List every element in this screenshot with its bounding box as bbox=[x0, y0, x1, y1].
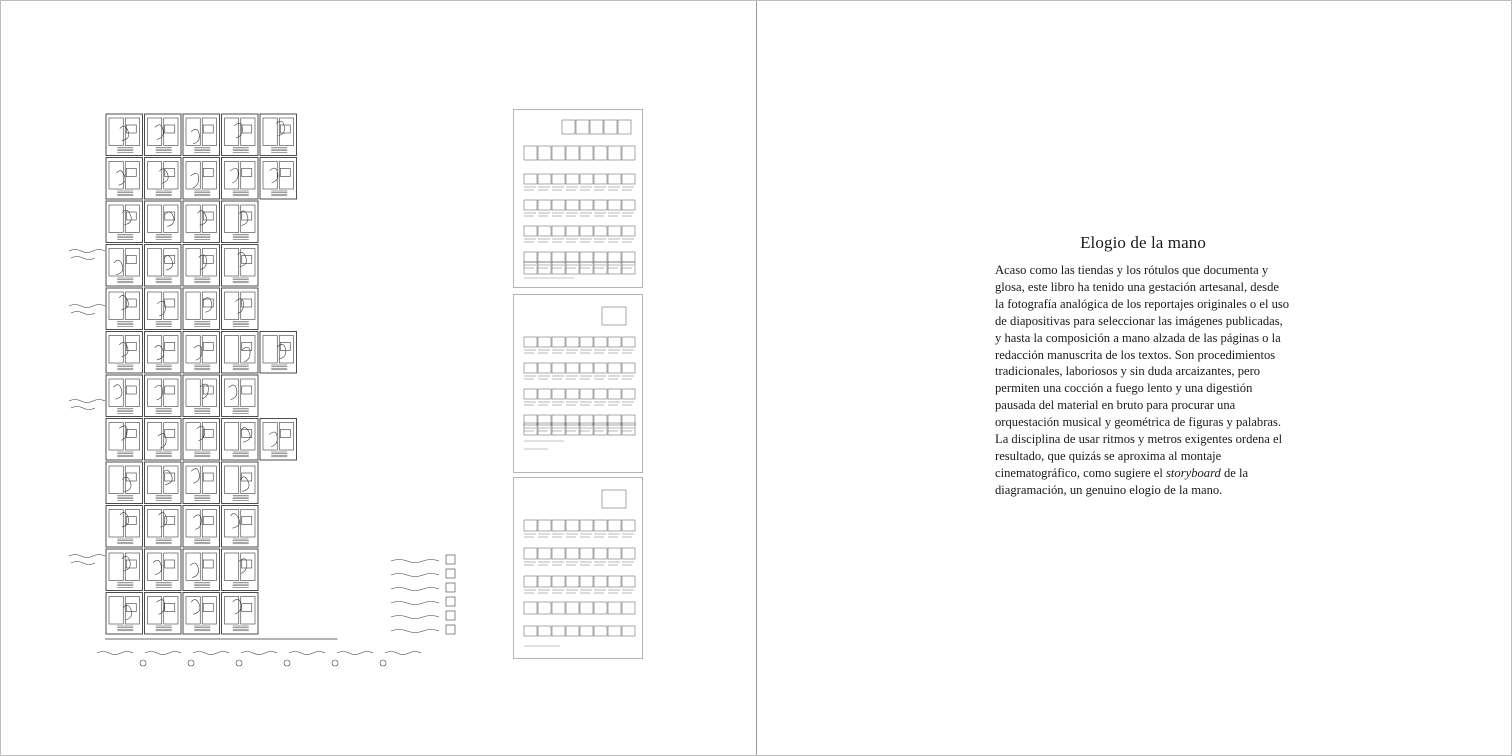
sketch-cell bbox=[183, 288, 220, 330]
margin-note-scribble bbox=[69, 305, 105, 308]
caption-scribble bbox=[289, 652, 325, 655]
caption-mark bbox=[188, 660, 194, 666]
sketch-cell bbox=[145, 332, 182, 374]
margin-note-scribble bbox=[71, 407, 95, 410]
sketch-cell bbox=[222, 114, 259, 156]
sketch-cell bbox=[183, 245, 220, 287]
page-thumbnail bbox=[513, 294, 643, 473]
sketch-cell bbox=[145, 549, 182, 591]
sketch-cell bbox=[183, 506, 220, 548]
sketch-cell bbox=[222, 201, 259, 243]
essay-title: Elogio de la mano bbox=[1080, 233, 1206, 252]
caption-scribble bbox=[97, 652, 133, 655]
legend-box bbox=[446, 555, 455, 564]
margin-note-scribble bbox=[69, 400, 105, 403]
sketch-cell bbox=[145, 158, 182, 200]
sketch-cell bbox=[183, 419, 220, 461]
sketch-cell bbox=[183, 593, 220, 635]
margin-note-scribble bbox=[71, 257, 95, 260]
margin-note-scribble bbox=[71, 312, 95, 315]
thumbnail-column bbox=[513, 109, 645, 661]
sketch-cell bbox=[222, 549, 259, 591]
legend-scribble bbox=[391, 602, 439, 605]
margin-note-scribble bbox=[69, 250, 105, 253]
sketch-cell bbox=[183, 201, 220, 243]
sketch-cell bbox=[145, 419, 182, 461]
sketch-cell bbox=[106, 375, 143, 417]
essay-body bbox=[995, 262, 1291, 499]
legend-box bbox=[446, 583, 455, 592]
sketch-cell bbox=[183, 158, 220, 200]
legend-box bbox=[446, 625, 455, 634]
sketch-cell bbox=[106, 462, 143, 504]
sketch-cell bbox=[145, 288, 182, 330]
margin-note-scribble bbox=[69, 555, 105, 558]
sketch-cell bbox=[106, 419, 143, 461]
sketch-cell bbox=[106, 245, 143, 287]
sketch-cell bbox=[260, 419, 297, 461]
right-page bbox=[757, 1, 1511, 755]
sketch-cell bbox=[106, 506, 143, 548]
sketch-cell bbox=[183, 549, 220, 591]
legend-box bbox=[446, 569, 455, 578]
sketch-cell bbox=[106, 201, 143, 243]
sketch-cell bbox=[145, 462, 182, 504]
sketch-cell bbox=[222, 332, 259, 374]
caption-scribble bbox=[241, 652, 277, 655]
essay-block bbox=[995, 233, 1291, 499]
essay-body-italic: storyboard bbox=[1166, 465, 1221, 480]
sketch-cell bbox=[106, 158, 143, 200]
sketch-cell bbox=[222, 419, 259, 461]
caption-mark bbox=[236, 660, 242, 666]
sketch-cell bbox=[222, 506, 259, 548]
sketch-cell bbox=[222, 593, 259, 635]
sketch-cell bbox=[145, 114, 182, 156]
sketch-cell bbox=[222, 375, 259, 417]
sketch-cell bbox=[183, 375, 220, 417]
sketch-cell bbox=[145, 506, 182, 548]
sketch-cell bbox=[183, 114, 220, 156]
storyboard-sketch bbox=[61, 101, 461, 671]
sketch-cell bbox=[106, 288, 143, 330]
essay-body-text-end: de la diagramación, un genuino elogio de la mano. bbox=[995, 465, 1249, 497]
essay-body-text: Acaso como las tiendas y los rótulos que documenta y glosa, este libro ha tenido una gestación artesanal, desde la fotografía analógica de los reportajes originales o el uso de diapositivas para seleccionar las imágenes publicadas, y hasta la composición a mano alzada de las páginas o la redacción manuscrita de los textos. Son procedimientos tradicionales, laboriosos y sin duda arcaizantes, pero permiten una cocción a fuego lento y una digestión pausada del material en bruto para procurar una orquestación musical y geométrica de figuras y palabras. La disciplina de usar ritmos y metros exigentes ordena el resultado, que quizás se aproxima al montaje cinematográfico, como sugiere el bbox=[995, 263, 1290, 480]
sketch-cell bbox=[260, 114, 297, 156]
caption-scribble bbox=[145, 652, 181, 655]
caption-scribble bbox=[193, 652, 229, 655]
sketch-cell bbox=[106, 114, 143, 156]
caption-mark bbox=[284, 660, 290, 666]
sketch-cell bbox=[222, 462, 259, 504]
left-page bbox=[1, 1, 756, 755]
sketch-cell bbox=[106, 332, 143, 374]
caption-mark bbox=[140, 660, 146, 666]
margin-note-scribble bbox=[71, 562, 95, 565]
caption-mark bbox=[380, 660, 386, 666]
sketch-cell bbox=[145, 201, 182, 243]
thumbnail-layout bbox=[514, 110, 642, 287]
legend-scribble bbox=[391, 616, 439, 619]
sketch-cell bbox=[222, 158, 259, 200]
sketch-cell bbox=[145, 593, 182, 635]
legend-box bbox=[446, 611, 455, 620]
sketch-cell bbox=[145, 245, 182, 287]
thumbnail-layout bbox=[514, 295, 642, 472]
legend-scribble bbox=[391, 630, 439, 633]
legend-scribble bbox=[391, 588, 439, 591]
sketch-cell bbox=[260, 158, 297, 200]
sketch-cell bbox=[183, 332, 220, 374]
thumbnail-layout bbox=[514, 478, 642, 658]
legend-box bbox=[446, 597, 455, 606]
page-thumbnail bbox=[513, 109, 643, 288]
caption-scribble bbox=[337, 652, 373, 655]
sketch-cell bbox=[222, 288, 259, 330]
sketch-cell bbox=[106, 593, 143, 635]
sketch-cell bbox=[106, 549, 143, 591]
caption-scribble bbox=[385, 652, 421, 655]
page-thumbnail bbox=[513, 477, 643, 659]
sketch-cell bbox=[145, 375, 182, 417]
sketch-cell bbox=[222, 245, 259, 287]
caption-mark bbox=[332, 660, 338, 666]
legend-scribble bbox=[391, 560, 439, 563]
sketch-cell bbox=[260, 332, 297, 374]
legend-scribble bbox=[391, 574, 439, 577]
sketch-cell bbox=[183, 462, 220, 504]
